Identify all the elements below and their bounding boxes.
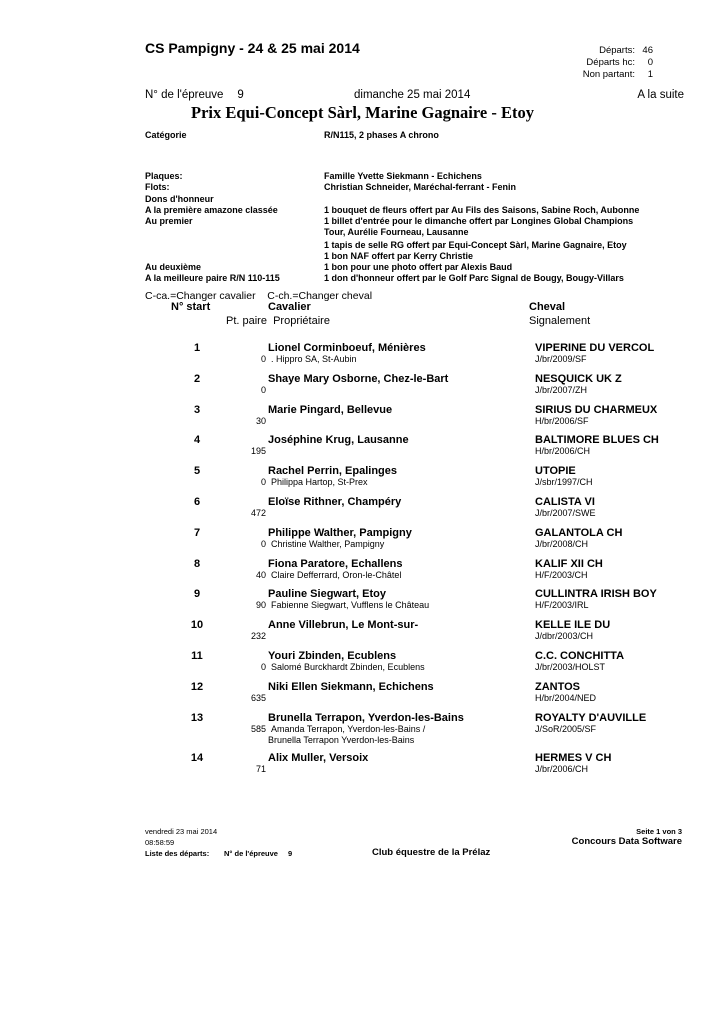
entry-horse: KELLE ILE DU xyxy=(535,619,611,632)
entry-start-number: 9 xyxy=(193,588,201,601)
footer-epreuve: N° de l'épreuve 9 xyxy=(224,849,293,858)
entry-signalement: H/br/2006/SF xyxy=(535,415,589,426)
prix-title: Prix Equi-Concept Sàrl, Marine Gagnaire - Etoy xyxy=(191,103,534,122)
info-value-plaques: Famille Yvette Siekmann - Echichens xyxy=(324,171,482,181)
info-value-amazone: 1 bouquet de fleurs offert par Au Fils des Saisons, Sabine Roch, Aubonne xyxy=(324,205,640,215)
footer-club: Club équestre de la Prélaz xyxy=(372,847,491,858)
entry-pt-paire: 472 xyxy=(250,508,266,518)
entry-pt-paire: 0 xyxy=(260,384,266,395)
footer-list-label: Liste des départs: xyxy=(145,849,210,858)
info-label-premier: Au premier xyxy=(145,216,193,226)
entry-rider: Pauline Siegwart, Etoy xyxy=(268,588,386,601)
info-label-amazone: A la première amazone classée xyxy=(145,205,278,215)
entry-pt-paire: 0 xyxy=(260,354,266,364)
entry-start-number: 2 xyxy=(193,372,201,385)
entry-start-number: 1 xyxy=(193,342,201,354)
count-non-partant: Non partant: 1 xyxy=(582,69,653,80)
info-value-premier-1: 1 billet d'entrée pour le dimanche offert par Longines Global Champions xyxy=(324,216,634,226)
footer-date: vendredi 23 mai 2014 xyxy=(145,827,218,836)
entry-signalement: J/br/2003/HOLST xyxy=(535,662,606,672)
col-signalement: Signalement xyxy=(529,315,591,327)
col-ptpaire-proprietaire: Pt. paire Propriétaire xyxy=(226,315,330,327)
info-label-categorie: Catégorie xyxy=(145,130,187,140)
entry-start-number: 7 xyxy=(193,526,201,539)
entry-signalement: J/br/2006/CH xyxy=(535,764,589,775)
epreuve-suite: A la suite xyxy=(637,89,684,101)
entry-horse: ROYALTY D'AUVILLE xyxy=(535,711,647,724)
entry-start-number: 13 xyxy=(190,711,204,724)
info-value-premier-3: 1 tapis de selle RG offert par Equi-Concept Sàrl, Marine Gagnaire, Etoy xyxy=(324,240,627,250)
entry-horse: BALTIMORE BLUES CH xyxy=(535,434,659,447)
entry-owner: . Hippro SA, St-Aubin xyxy=(271,354,357,364)
entry-rider: Brunella Terrapon, Yverdon-les-Bains xyxy=(268,711,464,724)
footer-software: Concours Data Software xyxy=(571,836,682,847)
info-label-dons: Dons d'honneur xyxy=(145,194,214,204)
entry-start-number: 11 xyxy=(191,650,203,662)
entry-pt-paire: 232 xyxy=(250,631,266,642)
info-label-meilleure-paire: A la meilleure paire R/N 110-115 xyxy=(145,273,280,283)
entry-rider: Shaye Mary Osborne, Chez-le-Bart xyxy=(268,372,449,385)
footer-page: Seite 1 von 3 xyxy=(636,827,682,836)
entry-start-number: 4 xyxy=(193,434,201,447)
entry-rider: Fiona Paratore, Echallens xyxy=(268,557,403,570)
entry-rider: Anne Villebrun, Le Mont-sur- xyxy=(268,619,419,632)
entry-signalement: J/SoR/2005/SF xyxy=(535,723,597,734)
count-departs: Départs: 46 xyxy=(599,45,653,56)
entry-horse: KALIF XII CH xyxy=(535,557,603,570)
entry-owner: Philippa Hartop, St-Prex xyxy=(271,477,368,488)
entry-rider: Lionel Corminboeuf, Ménières xyxy=(268,342,426,354)
entry-horse: CULLINTRA IRISH BOY xyxy=(535,588,657,601)
entry-signalement: J/br/2007/ZH xyxy=(535,384,588,395)
entry-pt-paire: 0 xyxy=(260,538,266,549)
entry-rider: Eloïse Rithner, Champéry xyxy=(268,496,402,508)
col-start: N° start xyxy=(171,301,211,313)
info-value-deuxieme: 1 bon pour une photo offert par Alexis Baud xyxy=(324,262,513,272)
entry-owner: Christine Walther, Pampigny xyxy=(271,538,385,549)
entry-pt-paire: 30 xyxy=(255,415,266,426)
entry-horse: SIRIUS DU CHARMEUX xyxy=(535,403,658,416)
legend: C-ca.=Changer cavalier C-ch.=Changer cheval xyxy=(145,290,373,302)
entry-signalement: J/dbr/2003/CH xyxy=(535,631,594,642)
entry-owner: Salomé Burckhardt Zbinden, Ecublens xyxy=(271,662,425,672)
col-cheval: Cheval xyxy=(529,301,566,313)
entry-owner: Fabienne Siegwart, Vufflens le Château xyxy=(271,600,430,611)
entry-horse: UTOPIE xyxy=(535,465,576,478)
info-value-categorie: R/N115, 2 phases A chrono xyxy=(324,130,439,140)
entry-rider: Marie Pingard, Bellevue xyxy=(268,403,393,416)
entry-pt-paire: 71 xyxy=(255,764,266,775)
info-value-premier-4: 1 bon NAF offert par Kerry Christie xyxy=(324,251,474,261)
entry-horse: GALANTOLA CH xyxy=(535,526,623,539)
entry-start-number: 14 xyxy=(190,752,204,765)
entry-horse: C.C. CONCHITTA xyxy=(535,650,625,662)
entry-signalement: H/br/2004/NED xyxy=(535,692,597,703)
entry-signalement: J/br/2007/SWE xyxy=(535,508,596,518)
entry-horse: CALISTA VI xyxy=(535,496,595,508)
entry-start-number: 8 xyxy=(193,557,201,570)
count-departs-hc: Départs hc: 0 xyxy=(586,57,653,68)
entry-rider: Joséphine Krug, Lausanne xyxy=(268,434,409,447)
col-cavalier: Cavalier xyxy=(268,301,311,313)
entry-pt-paire: 195 xyxy=(250,446,266,457)
entry-horse: HERMES V CH xyxy=(535,752,612,765)
entry-owner: Claire Defferrard, Oron-le-Châtel xyxy=(271,569,402,580)
entry-pt-paire: 0 xyxy=(260,662,266,672)
entry-rider: Youri Zbinden, Ecublens xyxy=(268,650,397,662)
entry-owner: Amanda Terrapon, Yverdon-les-Bains / xyxy=(271,723,426,734)
entry-horse: VIPERINE DU VERCOL xyxy=(535,342,655,354)
entry-pt-paire: 585 xyxy=(250,723,266,734)
entry-start-number: 6 xyxy=(193,496,201,508)
entry-pt-paire: 40 xyxy=(255,569,266,580)
entry-rider: Niki Ellen Siekmann, Echichens xyxy=(268,680,434,693)
info-label-deuxieme: Au deuxième xyxy=(145,262,202,272)
epreuve-date: dimanche 25 mai 2014 xyxy=(354,89,471,101)
entry-horse: ZANTOS xyxy=(535,680,581,693)
entry-start-number: 12 xyxy=(190,680,204,693)
entry-signalement: H/F/2003/IRL xyxy=(535,600,589,611)
entry-start-number: 5 xyxy=(193,465,201,478)
entry-signalement: J/br/2008/CH xyxy=(535,538,589,549)
info-value-meilleure-paire: 1 don d'honneur offert par le Golf Parc Signal de Bougy, Bougy-Villars xyxy=(324,273,624,283)
entry-horse: NESQUICK UK Z xyxy=(535,372,622,385)
entry-signalement: H/br/2006/CH xyxy=(535,446,591,457)
footer-time: 08:58:59 xyxy=(145,838,175,847)
entry-signalement: J/br/2009/SF xyxy=(535,354,587,364)
entry-start-number: 3 xyxy=(193,403,201,416)
info-label-flots: Flots: xyxy=(145,182,170,192)
entry-owner-line2: Brunella Terrapon Yverdon-les-Bains xyxy=(268,734,415,745)
entry-signalement: J/sbr/1997/CH xyxy=(535,477,593,488)
entry-rider: Rachel Perrin, Epalinges xyxy=(268,465,397,478)
info-value-flots: Christian Schneider, Maréchal-ferrant - Fenin xyxy=(324,182,517,192)
entry-pt-paire: 0 xyxy=(260,477,266,488)
entry-start-number: 10 xyxy=(190,619,204,632)
page-title: CS Pampigny - 24 & 25 mai 2014 xyxy=(145,40,360,56)
entry-rider: Alix Muller, Versoix xyxy=(268,752,369,765)
entry-pt-paire: 90 xyxy=(255,600,266,611)
epreuve-number: N° de l'épreuve 9 xyxy=(145,89,244,101)
entry-rider: Philippe Walther, Pampigny xyxy=(268,526,412,539)
entry-pt-paire: 635 xyxy=(250,692,266,703)
info-label-plaques: Plaques: xyxy=(145,171,183,181)
info-value-premier-2: Tour, Aurélie Fourneau, Lausanne xyxy=(324,227,469,237)
entry-signalement: H/F/2003/CH xyxy=(535,569,588,580)
